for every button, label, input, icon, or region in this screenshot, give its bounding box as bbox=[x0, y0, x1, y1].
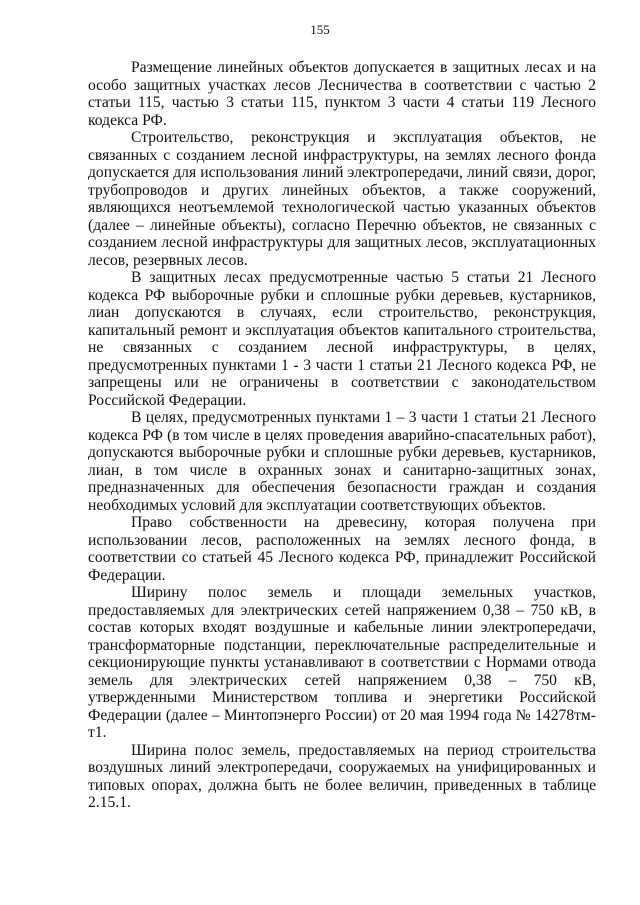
paragraph-construction-reconstruction: Строительство, реконструкция и эксплуатация объектов, не связанных с созданием лесной инфраструктуры, на землях лесного фонда допускается для использования линий электропередачи, линий связи, дорог, трубопроводов и других линейных объектов, а также сооружений, являющихся неотъемлемой технологической частью указанных объектов (далее – линейные объекты), согласно Перечню объектов, не связанных с созданием лесной инфраструктуры для защитных лесов, эксплуатационных лесов, резервных лесов. bbox=[88, 129, 596, 269]
paragraph-linear-objects-placement: Размещение линейных объектов допускается в защитных лесах и на особо защитных участках лесов Лесничества в соответствии с частью 2 статьи 115, частью 3 статьи 115, пунктом 3 части 4 статьи 119 Лесного кодекса РФ. bbox=[88, 59, 596, 129]
paragraph-construction-period-width: Ширина полос земель, предоставляемых на период строительства воздушных линий электропередачи, сооружаемых на унифицированных и типовых опорах, должна быть не более величин, приведенных в таблице 2.15.1. bbox=[88, 741, 596, 811]
paragraph-land-strip-width: Ширину полос земель и площади земельных участков, предоставляемых для электрических сетей напряжением 0,38 – 750 кВ, в состав которых входят воздушные и кабельные линии электропередачи, трансформаторные подстанции, переключательные распределительные и секционирующие пункты устанавливают в соответствии с Нормами отвода земель для электрических сетей напряжением 0,38 – 750 кВ, утвержденными Министерством топлива и энергетики Российской Федерации (далее – Минтопэнерго России) от 20 мая 1994 года № 14278тм-т1. bbox=[88, 584, 596, 741]
page-number: 155 bbox=[310, 22, 330, 37]
paragraph-protective-forests-felling: В защитных лесах предусмотренные частью 5 статьи 21 Лесного кодекса РФ выборочные рубки и сплошные рубки деревьев, кустарников, лиан допускаются в случаях, если строительство, реконструкция, капитальный ремонт и эксплуатация объектов капитального строительства, не связанных с созданием лесной инфраструктуры, в целях, предусмотренных пунктами 1 - 3 части 1 статьи 21 Лесного кодекса РФ, не запрещены или не ограничены в соответствии с законодательством Российской Федерации. bbox=[88, 269, 596, 409]
paragraph-timber-ownership: Право собственности на древесину, которая получена при использовании лесов, расположенных на землях лесного фонда, в соответствии со статьей 45 Лесного кодекса РФ, принадлежит Российской Федерации. bbox=[88, 514, 596, 584]
paragraph-felling-purposes: В целях, предусмотренных пунктами 1 – 3 части 1 статьи 21 Лесного кодекса РФ (в том числе в целях проведения аварийно-спасательных работ), допускаются выборочные рубки и сплошные рубки деревьев, кустарников, лиан, в том числе в охранных зонах и санитарно-защитных зонах, предназначенных для обеспечения безопасности граждан и создания необходимых условий для эксплуатации соответствующих объектов. bbox=[88, 409, 596, 514]
body-text bbox=[88, 59, 596, 812]
